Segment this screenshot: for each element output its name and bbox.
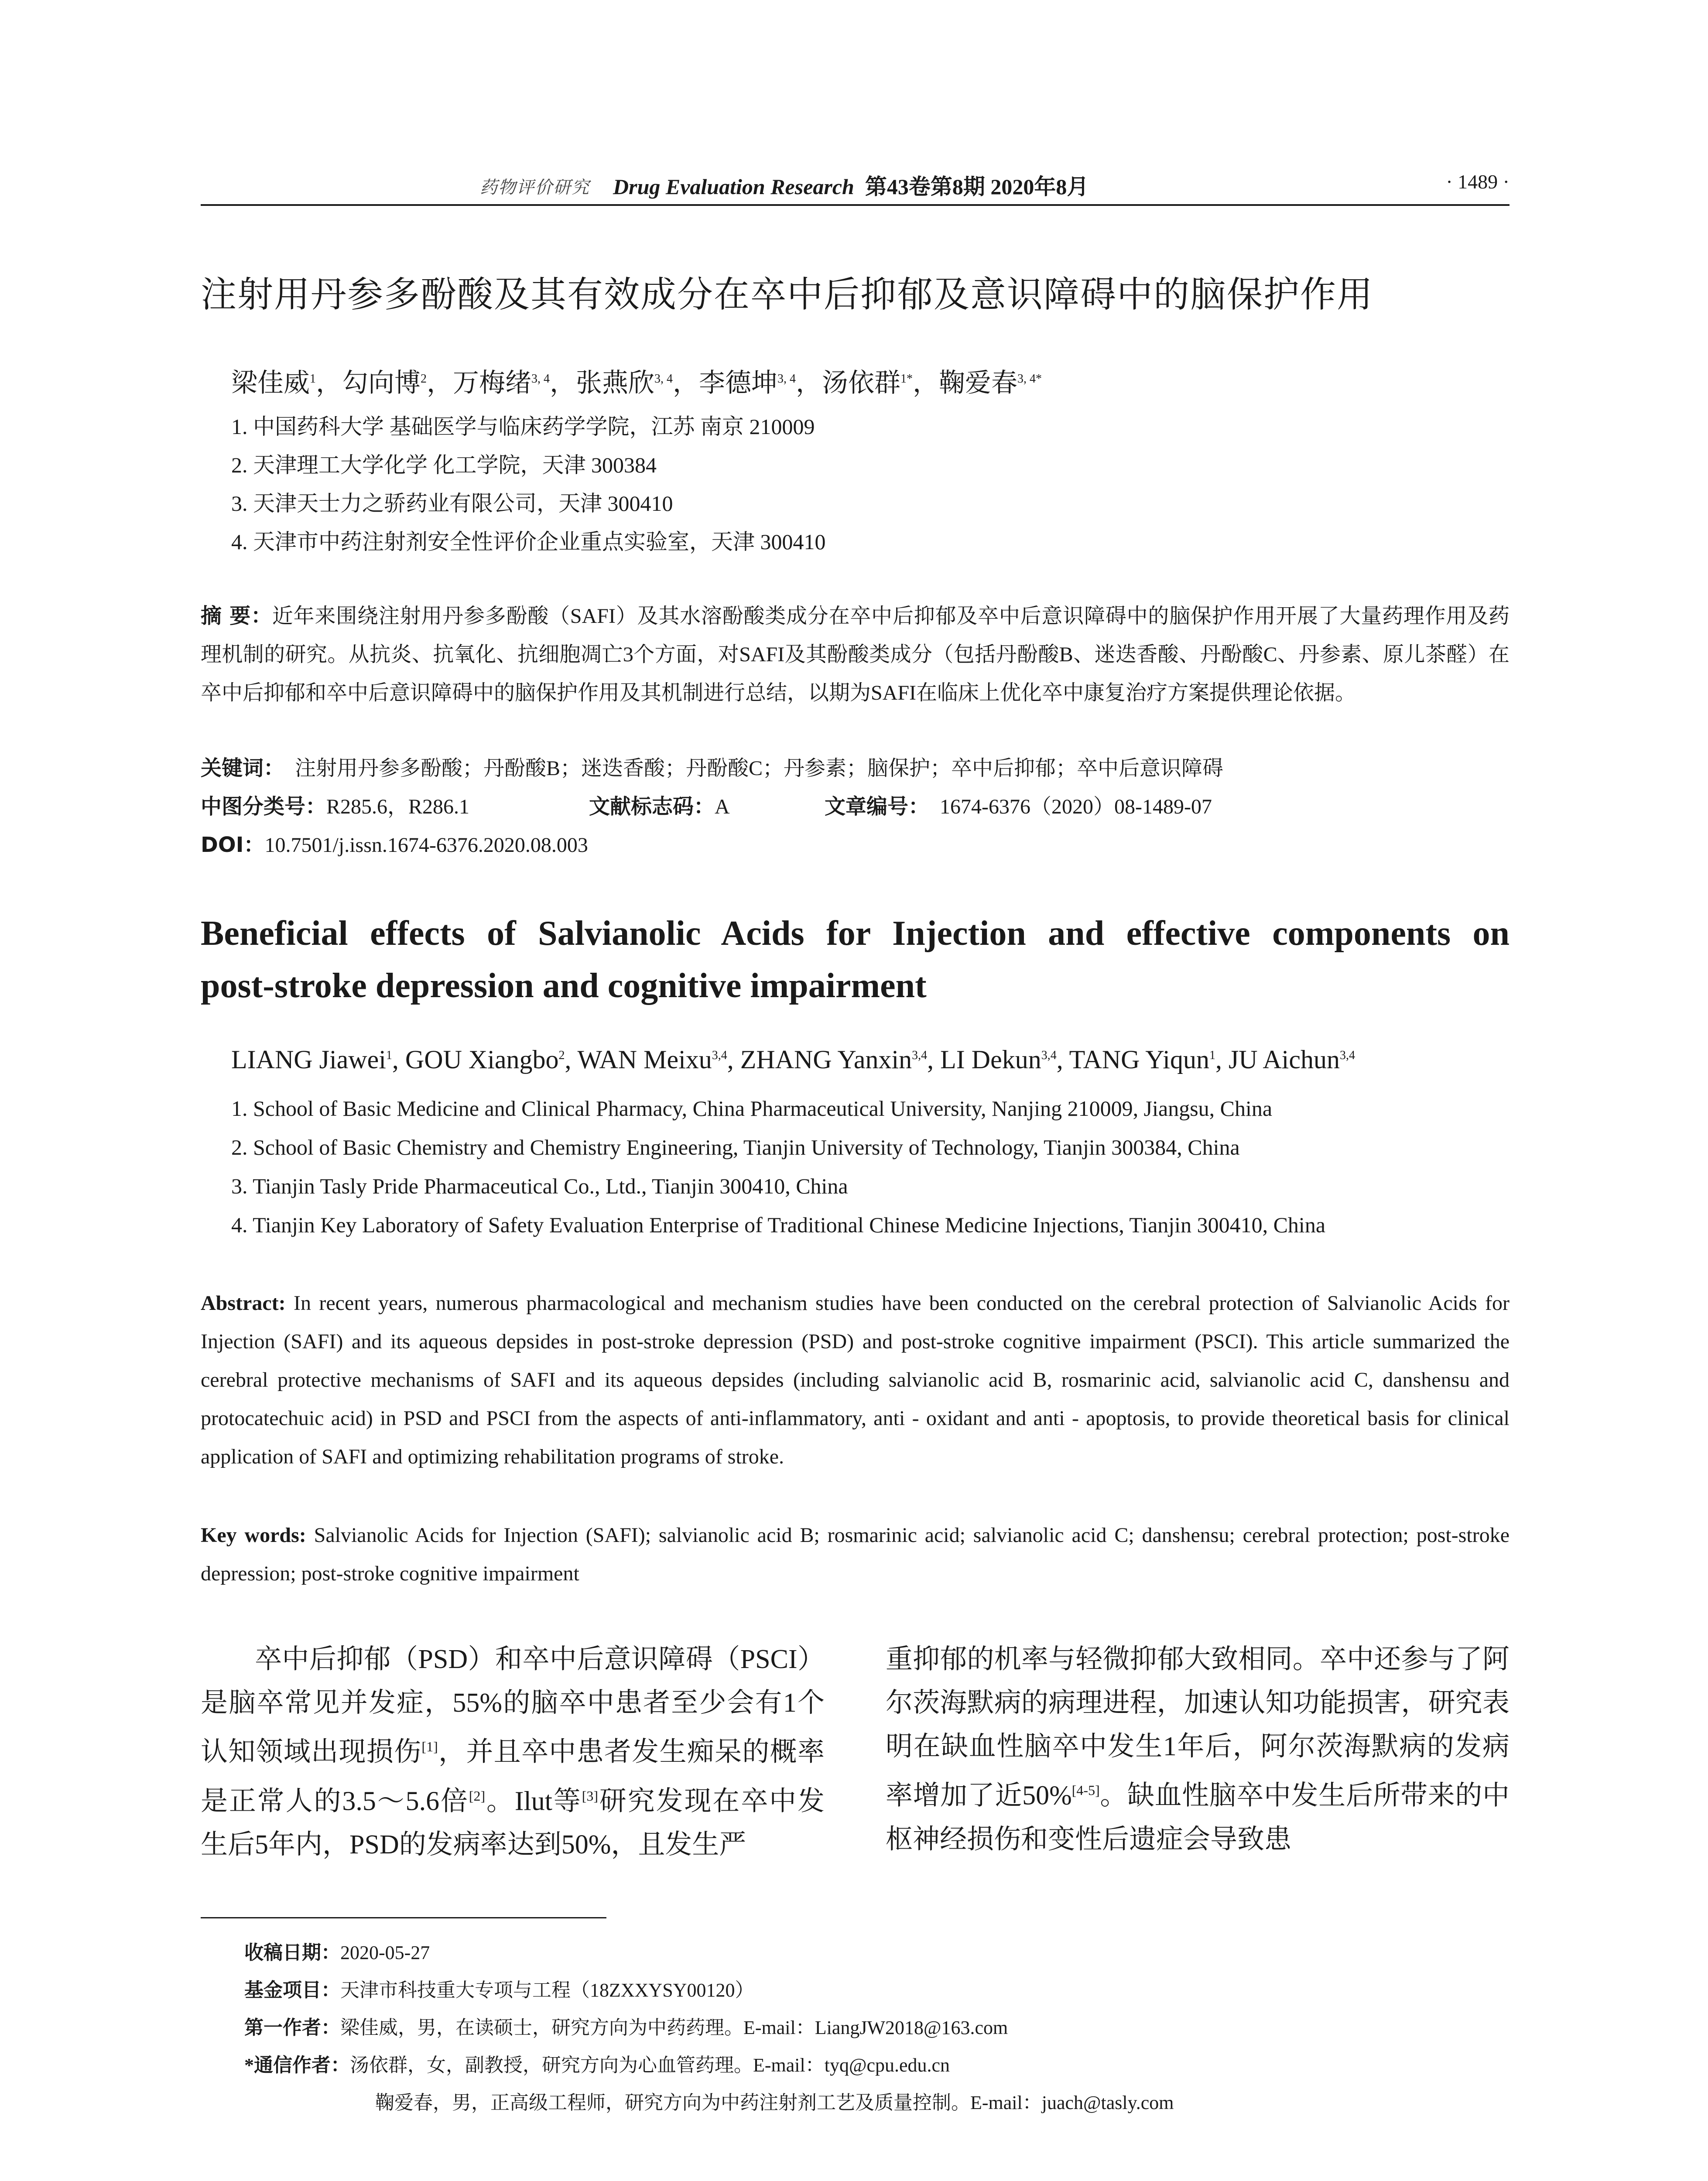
cn-abstract	[201, 597, 1509, 712]
cn-affiliation: 3. 天津天士力之骄药业有限公司，天津 300410	[231, 491, 673, 516]
document-code: 文献标志码：A	[589, 794, 730, 819]
en-affiliation: 4. Tianjin Key Laboratory of Safety Evaluation Enterprise of Traditional Chinese Medicine Injections, Tianjin 300410, China	[231, 1213, 1326, 1237]
en-abstract-label: Abstract:	[201, 1292, 286, 1315]
citation[interactable]: [3]	[582, 1788, 599, 1804]
en-title-line-1: Beneficial effects of Salvianolic Acids for Injection and effective components on	[201, 914, 1509, 953]
citation[interactable]: [2]	[469, 1788, 486, 1804]
page-number: · 1489 ·	[1446, 171, 1509, 193]
footnote-first-author: 第一作者：梁佳威，男，在读硕士，研究方向为中药药理。E-mail：LiangJW2018@163.com	[244, 2017, 1008, 2038]
running-header	[201, 169, 1509, 204]
en-author: ZHANG Yanxin	[740, 1045, 912, 1074]
body-column-left: 卒中后抑郁（PSD）和卒中后意识障碍（PSCI）是脑卒常见并发症，55%的脑卒中患者至少会有1个认知领域出现损伤[1]，并且卒中患者发生痴呆的概率是正常人的3.5～5.6倍[2]。Ilut等[3]研究发现在卒中发生后5年内，PSD的发病率达到50%，且发生严	[201, 1644, 825, 1860]
cn-affiliation: 4. 天津市中药注射剂安全性评价企业重点实验室，天津 300410	[231, 530, 826, 554]
footnote-received: 收稿日期：2020-05-27	[244, 1942, 430, 1963]
doi-link[interactable]: 10.7501/j.issn.1674-6376.2020.08.003	[264, 834, 588, 857]
cn-keywords-label: 关键词：	[201, 756, 285, 780]
article-number: 文章编号： 1674-6376（2020）08-1489-07	[825, 794, 1212, 819]
en-authors: LIANG Jiawei$^1$, GOU Xiangbo$^2$, WAN Meixu$^{3,4}$, ZHANG Yanxin$^{3,4}$, LI Dekun$^{3,4}$, TANG Yiqun$^1$, JU Aichun$^{3,4}$	[231, 1045, 1355, 1074]
en-abstract	[201, 1284, 1509, 1476]
footnote-rule	[201, 1917, 606, 1918]
en-abstract-text: In recent years, numerous pharmacological and mechanism studies have been conducted on the cerebral protection of Salvianolic Acids for Injection (SAFI) and its aqueous depsides in post-stroke depression (PSD) and post-stroke cognitive impairment (PSCI). This article summarized the cerebral protective mechanisms of SAFI and its aqueous depsides (including salvianolic acid B, rosmarinic acid, salvianolic acid C, danshensu and protocatechuic acid) in PSD and PSCI from the aspects of anti-inflammatory, anti - oxidant and anti - apoptosis, to provide theoretical basis for clinical application of SAFI and optimizing rehabilitation programs of stroke.	[201, 1292, 1509, 1468]
cn-keywords	[201, 751, 1509, 781]
cn-affiliation: 2. 天津理工大学化学 化工学院，天津 300384	[231, 453, 657, 477]
clc-code: 中图分类号：R285.6，R286.1	[201, 794, 470, 819]
footnote-corresponding-author-2: 鞠爱春，男，正高级工程师，研究方向为中药注射剂工艺及质量控制。E-mail：juach@tasly.com	[375, 2092, 1174, 2113]
journal-logo: 药物评价研究	[480, 178, 590, 197]
cn-authors: 梁佳威$^1$，勾向博$^2$，万梅绪$^{3, 4}$，张燕欣$^{3, 4}$，李德坤$^{3, 4}$，汤依群$^{1*}$，鞠爱春$^{3, 4*}$	[231, 369, 1042, 397]
cn-abstract-label: 摘 要：	[201, 604, 272, 628]
footnote-fund: 基金项目：天津市科技重大专项与工程（18ZXXYSY00120）	[244, 1979, 754, 2001]
en-author: TANG Yiqun	[1069, 1045, 1209, 1074]
en-title	[201, 907, 1509, 1012]
cn-title: 注射用丹参多酚酸及其有效成分在卒中后抑郁及意识障碍中的脑保护作用	[201, 274, 1374, 315]
journal-issue: 第43卷第8期 2020年8月	[865, 174, 1089, 199]
journal-issue-line	[613, 169, 1088, 201]
journal-name: Drug Evaluation Research	[613, 174, 854, 199]
cn-keywords-text: 注射用丹参多酚酸；丹酚酸B；迷迭香酸；丹酚酸C；丹参素；脑保护；卒中后抑郁；卒中后意识障碍	[295, 757, 1224, 780]
cn-author: 梁佳威	[231, 369, 310, 397]
cn-author: 张燕欣	[576, 369, 654, 397]
en-author: WAN Meixu	[577, 1045, 712, 1074]
doi: DOI：10.7501/j.issn.1674-6376.2020.08.003	[201, 833, 588, 857]
en-author: GOU Xiangbo	[405, 1045, 559, 1074]
en-affiliation: 2. School of Basic Chemistry and Chemistry Engineering, Tianjin University of Technology, Tianjin 300384, China	[231, 1135, 1240, 1159]
en-keywords-label: Key words:	[201, 1524, 306, 1547]
en-author: LI Dekun	[940, 1045, 1041, 1074]
cn-author: 万梅绪	[453, 369, 531, 397]
en-affiliation: 3. Tianjin Tasly Pride Pharmaceutical Co., Ltd., Tianjin 300410, China	[231, 1174, 848, 1198]
cn-abstract-text: 近年来围绕注射用丹参多酚酸（SAFI）及其水溶酚酸类成分在卒中后抑郁及卒中后意识障碍中的脑保护作用开展了大量药理作用及药理机制的研究。从抗炎、抗氧化、抗细胞凋亡3个方面，对SAFI及其酚酸类成分（包括丹酚酸B、迷迭香酸、丹酚酸C、丹参素、原儿茶醛）在卒中后抑郁和卒中后意识障碍中的脑保护作用及其机制进行总结，以期为SAFI在临床上优化卒中康复治疗方案提供理论依据。	[201, 605, 1510, 704]
en-keywords	[201, 1516, 1509, 1593]
en-author: JU Aichun	[1228, 1045, 1340, 1074]
en-author: LIANG Jiawei	[231, 1045, 386, 1074]
cn-author: 勾向博	[342, 369, 421, 397]
cn-author: 汤依群	[822, 369, 900, 397]
cn-author: 李德坤	[699, 369, 777, 397]
cn-affiliation: 1. 中国药科大学 基础医学与临床药学学院，江苏 南京 210009	[231, 414, 815, 439]
footnote-corresponding-author: *通信作者：汤依群，女，副教授，研究方向为心血管药理。E-mail：tyq@cpu.edu.cn	[244, 2055, 950, 2076]
en-affiliation: 1. School of Basic Medicine and Clinical Pharmacy, China Pharmaceutical University, Nanjing 210009, Jiangsu, China	[231, 1096, 1273, 1121]
cn-author: 鞠爱春	[939, 369, 1017, 397]
body-column-right: 重抑郁的机率与轻微抑郁大致相同。卒中还参与了阿尔茨海默病的病理进程，加速认知功能损害，研究表明在缺血性脑卒中发生1年后，阿尔茨海默病的发病率增加了近50%[4-5]。缺血性脑卒中发生后所带来的中枢神经损伤和变性后遗症会导致患	[886, 1644, 1509, 1854]
header-rule	[201, 204, 1509, 206]
en-title-line-2: post-stroke depression and cognitive impairment	[201, 967, 927, 1005]
en-keywords-text: Salvianolic Acids for Injection (SAFI); salvianolic acid B; rosmarinic acid; salvianolic acid C; danshensu; cerebral protection; post-stroke depression; post-stroke cognitive impairment	[201, 1524, 1510, 1585]
citation[interactable]: [4-5]	[1071, 1782, 1100, 1798]
citation[interactable]: [1]	[421, 1739, 438, 1754]
